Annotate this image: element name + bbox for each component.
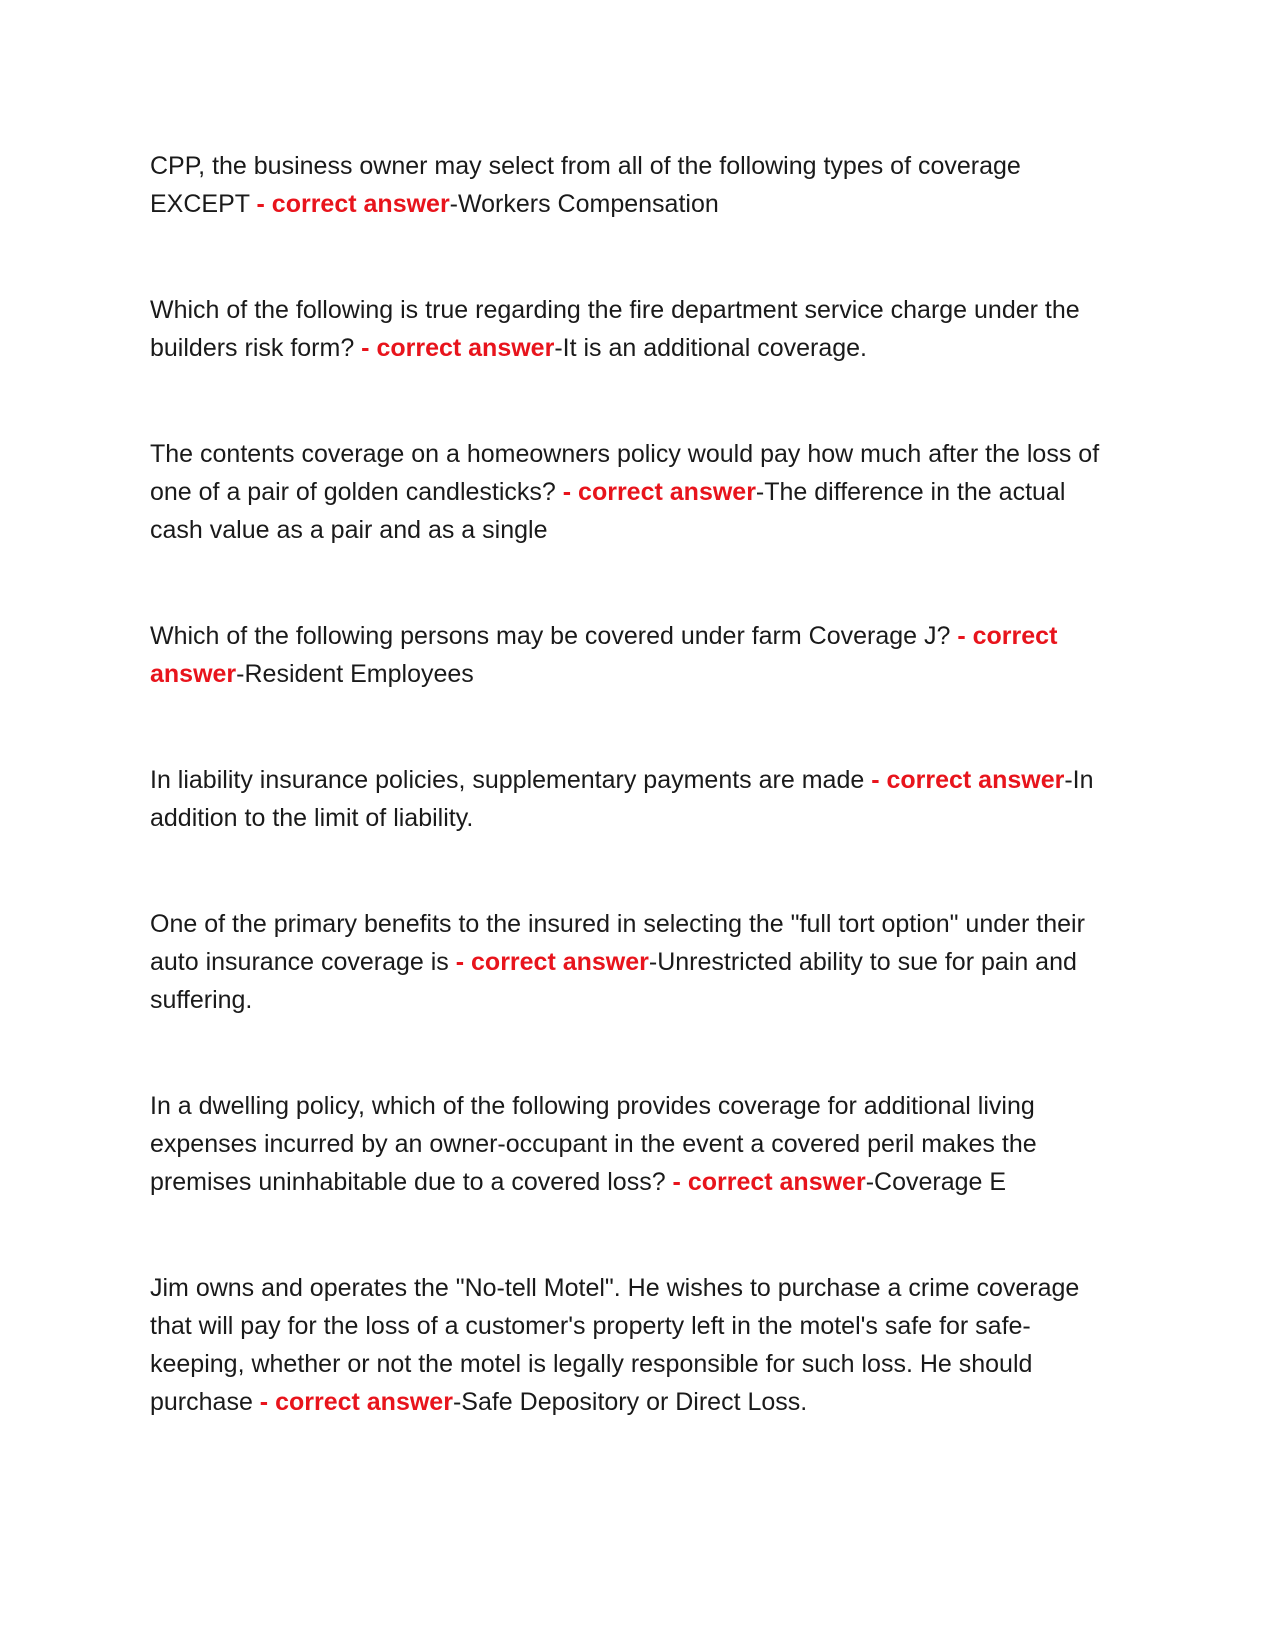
question-text: In a dwelling policy, which of the following provides coverage for additional living expenses incurred by an owner-occupant in the event a covered peril makes the premises uninhabitable due to a covered loss? [150, 1092, 1037, 1196]
question-text: One of the primary benefits to the insured in selecting the "full tort option" under their auto insurance coverage is [150, 910, 1085, 976]
qa-item [150, 1087, 1125, 1201]
question-text: In liability insurance policies, supplementary payments are made [150, 766, 872, 794]
correct-answer-marker: - correct answer [361, 334, 555, 362]
correct-answer-marker: - correct answer [562, 478, 756, 506]
answer-text: -It is an additional coverage. [554, 334, 867, 362]
qa-item [150, 291, 1125, 367]
qa-item [150, 147, 1125, 223]
correct-answer-marker: - correct answer [259, 1388, 453, 1416]
answer-text: -The difference in the actual cash value as a pair and as a single [150, 478, 1066, 544]
question-text: Which of the following is true regarding the fire department service charge under the builders risk form? [150, 296, 1080, 362]
correct-answer-marker: - correct answer [455, 948, 649, 976]
answer-text: -Unrestricted ability to sue for pain and suffering. [150, 948, 1077, 1014]
correct-answer-marker: - correct answer [871, 766, 1065, 794]
answer-text: -Resident Employees [236, 660, 474, 688]
qa-item [150, 905, 1125, 1019]
answer-text: -Coverage E [865, 1168, 1007, 1196]
qa-item [150, 1269, 1125, 1421]
correct-answer-marker: - correct answer [672, 1168, 866, 1196]
question-text: Which of the following persons may be covered under farm Coverage J? [150, 622, 958, 650]
qa-item [150, 761, 1125, 837]
answer-text: -Safe Depository or Direct Loss. [452, 1388, 808, 1416]
correct-answer-marker: - correct answer [150, 622, 1058, 688]
question-text: Jim owns and operates the "No-tell Motel". He wishes to purchase a crime coverage that will pay for the loss of a customer's property left in the motel's safe for safe-keeping, whether or not the motel is legally responsible for such loss. He should purchase [150, 1274, 1080, 1416]
answer-text: -In addition to the limit of liability. [150, 766, 1094, 832]
qa-list [150, 147, 1125, 1489]
answer-text: -Workers Compensation [449, 190, 719, 218]
qa-item [150, 617, 1125, 693]
question-text: CPP, the business owner may select from all of the following types of coverage EXCEPT [150, 152, 1021, 218]
correct-answer-marker: - correct answer [256, 190, 450, 218]
question-text: The contents coverage on a homeowners policy would pay how much after the loss of one of a pair of golden candlesticks? [150, 440, 1100, 506]
qa-item [150, 435, 1125, 549]
